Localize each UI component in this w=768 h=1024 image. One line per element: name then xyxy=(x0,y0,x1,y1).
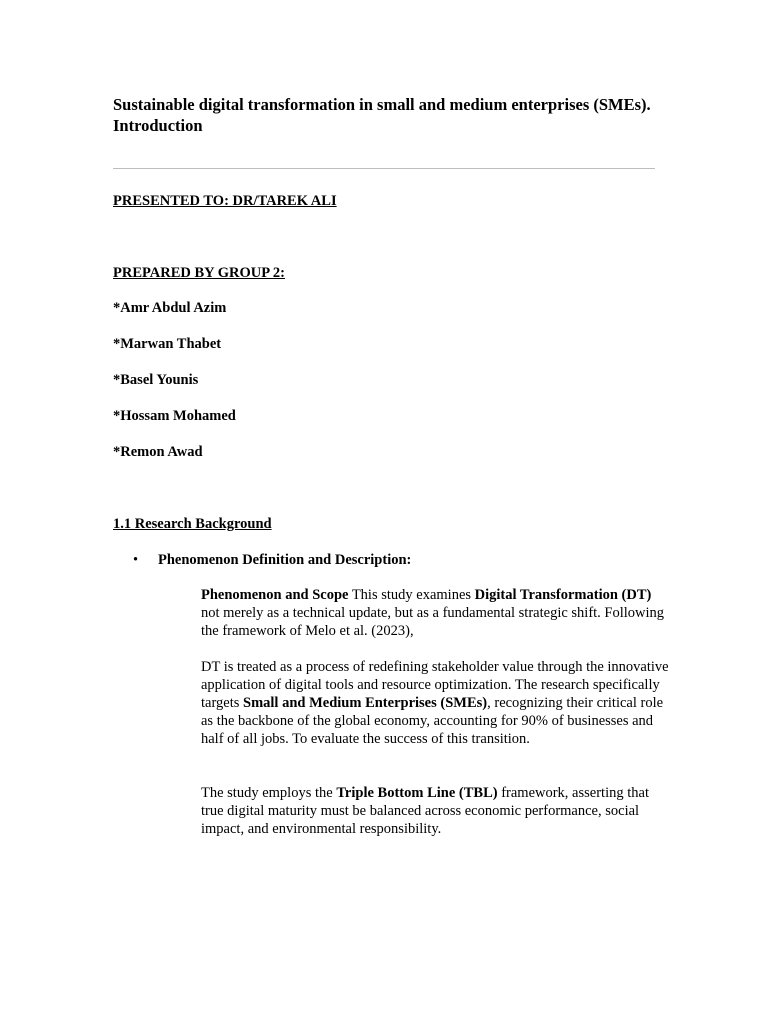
group-member: *Basel Younis xyxy=(113,372,199,388)
paragraph-tbl-framework xyxy=(201,784,671,838)
presented-to-label: PRESENTED TO: DR/TAREK ALI xyxy=(113,193,337,209)
paragraph-text: The study employs the xyxy=(201,785,337,801)
section-heading: 1.1 Research Background xyxy=(113,516,272,532)
group-member: *Amr Abdul Azim xyxy=(113,300,227,316)
paragraph-phenomenon-scope xyxy=(201,586,671,640)
bullet-icon: • xyxy=(133,552,139,568)
paragraph-text: framework, asserting that true digital maturity must be balanced across economic performance, social impact, and environmental responsibility. xyxy=(201,785,649,837)
paragraph-text: not merely as a technical update, but as a fundamental strategic shift. Following the framework of Melo et al. (2023), xyxy=(201,605,665,639)
bold-phrase: Triple Bottom Line (TBL) xyxy=(336,785,498,801)
bold-phrase: Phenomenon and Scope xyxy=(201,587,349,603)
group-member: *Hossam Mohamed xyxy=(113,408,236,424)
group-member: *Remon Awad xyxy=(113,444,203,460)
prepared-by-label: PREPARED BY GROUP 2: xyxy=(113,265,285,281)
paragraph-text: DT is treated as a process of redefining stakeholder value through the innovative application of digital tools and resource optimization. The research specifically targets xyxy=(201,659,669,711)
paragraph-dt-definition xyxy=(201,658,671,748)
bold-phrase: Digital Transformation (DT) xyxy=(474,587,652,603)
bold-phrase: Small and Medium Enterprises (SMEs) xyxy=(243,695,488,711)
bullet-item xyxy=(133,551,411,569)
paragraph-text: , recognizing their critical role as the backbone of the global economy, accounting for 90% of businesses and half of all jobs. To evaluate the success of this transition. xyxy=(201,695,664,747)
paragraph-text: This study examines xyxy=(348,587,475,603)
bullet-heading: Phenomenon Definition and Description: xyxy=(158,552,412,568)
document-title: Sustainable digital transformation in small and medium enterprises (SMEs). Introduction xyxy=(113,95,651,135)
group-member: *Marwan Thabet xyxy=(113,336,222,352)
title-divider xyxy=(113,168,655,169)
